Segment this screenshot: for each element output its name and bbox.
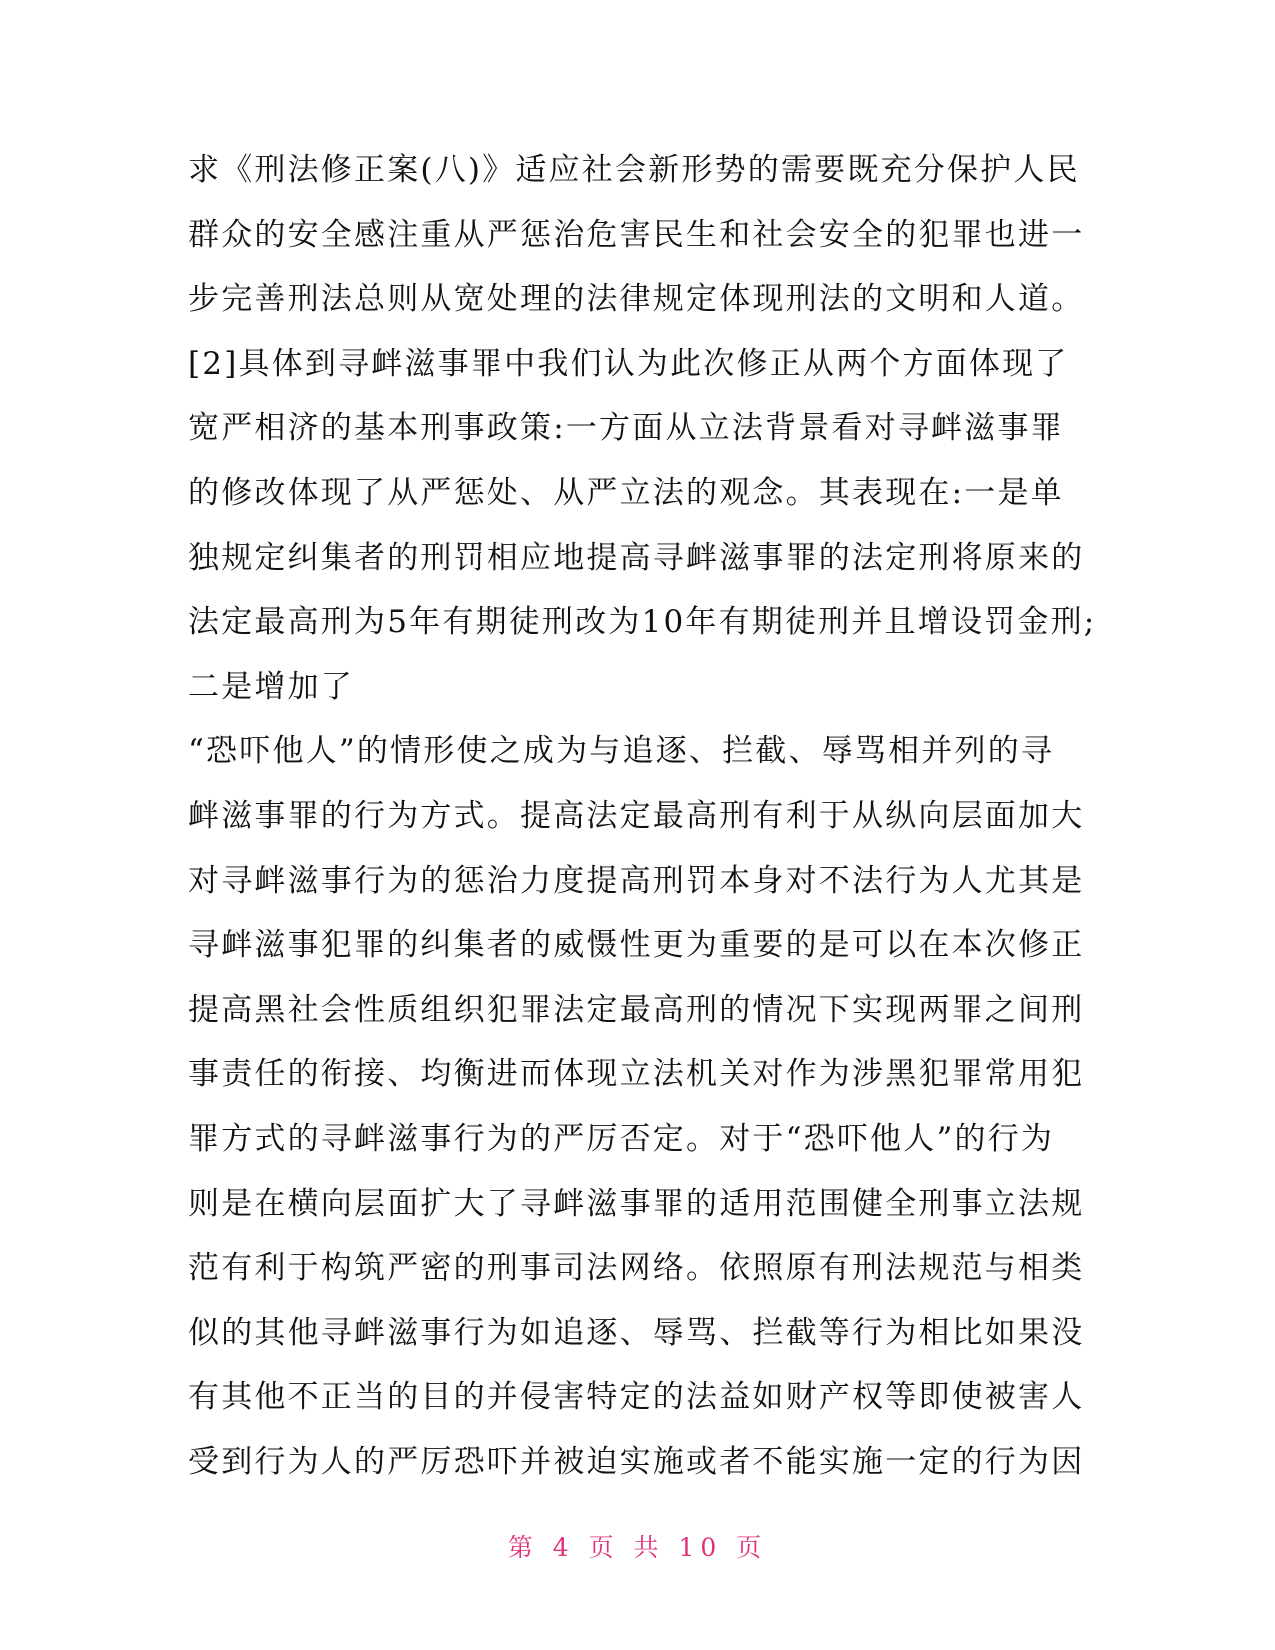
text-line: [2]具体到寻衅滋事罪中我们认为此次修正从两个方面体现了 xyxy=(188,345,1069,382)
text-line: 受到行为人的严厉恐吓并被迫实施或者不能实施一定的行为因 xyxy=(188,1443,1085,1480)
text-line: “恐吓他人”的情形使之成为与追逐、拦截、辱骂相并列的寻 xyxy=(188,733,1055,770)
text-line: 寻衅滋事犯罪的纠集者的威慑性更为重要的是可以在本次修正 xyxy=(188,927,1085,964)
text-line: 对寻衅滋事行为的惩治力度提高刑罚本身对不法行为人尤其是 xyxy=(188,862,1085,899)
text-line: 提高黑社会性质组织犯罪法定最高刑的情况下实现两罪之间刑 xyxy=(188,991,1085,1028)
text-line: 事责任的衔接、均衡进而体现立法机关对作为涉黑犯罪常用犯 xyxy=(188,1056,1085,1093)
body-text xyxy=(188,138,1097,1494)
page-number-footer: 第 4 页 共 10 页 xyxy=(507,1533,768,1562)
text-line: 范有利于构筑严密的刑事司法网络。依照原有刑法规范与相类 xyxy=(188,1250,1085,1287)
text-line: 二是增加了 xyxy=(188,668,354,705)
text-line: 步完善刑法总则从宽处理的法律规定体现刑法的文明和人道。 xyxy=(188,281,1085,318)
text-line: 独规定纠集者的刑罚相应地提高寻衅滋事罪的法定刑将原来的 xyxy=(188,539,1085,576)
text-line: 罪方式的寻衅滋事行为的严厉否定。对于“恐吓他人”的行为 xyxy=(188,1120,1055,1157)
text-line: 群众的安全感注重从严惩治危害民生和社会安全的犯罪也进一 xyxy=(188,216,1085,253)
text-line: 的修改体现了从严惩处、从严立法的观念。其表现在:一是单 xyxy=(188,474,1064,511)
text-line: 求《刑法修正案(八)》适应社会新形势的需要既充分保护人民 xyxy=(188,152,1080,188)
text-line: 似的其他寻衅滋事行为如追逐、辱骂、拦截等行为相比如果没 xyxy=(188,1314,1085,1351)
text-line: 法定最高刑为5年有期徒刑改为10年有期徒刑并且增设罚金刑; xyxy=(188,604,1097,641)
text-line: 有其他不正当的目的并侵害特定的法益如财产权等即使被害人 xyxy=(188,1379,1085,1416)
text-line: 宽严相济的基本刑事政策:一方面从立法背景看对寻衅滋事罪 xyxy=(188,410,1064,447)
text-line: 则是在横向层面扩大了寻衅滋事罪的适用范围健全刑事立法规 xyxy=(188,1185,1085,1222)
text-line: 衅滋事罪的行为方式。提高法定最高刑有利于从纵向层面加大 xyxy=(188,797,1085,834)
